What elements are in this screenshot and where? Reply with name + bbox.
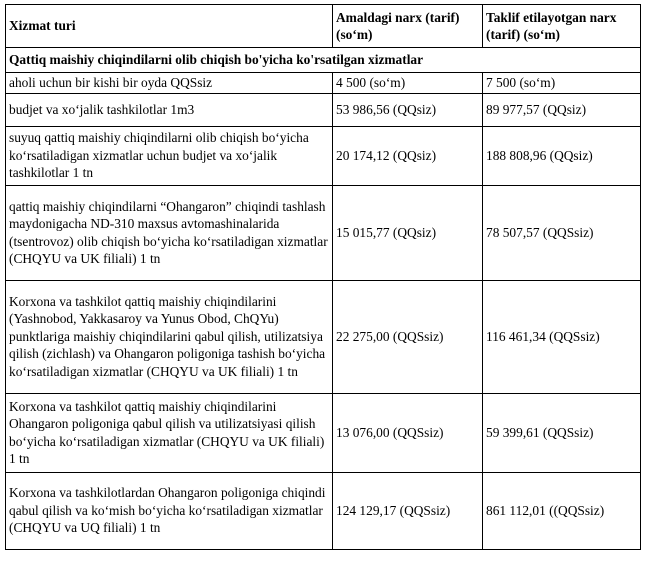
header-proposed-price: Taklif etilayotgan narx (tarif) (so‘m) [483, 5, 641, 48]
header-service-type: Xizmat turi [6, 5, 333, 48]
proposed-price-cell: 89 977,57 (QQsiz) [483, 93, 641, 126]
service-cell: qattiq maishiy chiqindilarni “Ohangaron” chiqindi tashlash maydonigacha ND-310 maxsus avtomashinalarida (tsentrovoz) olib chiqish bo‘yicha ko‘rsatiladigan xizmatlar (CHQYU va UK filiali) 1 tn [6, 185, 333, 280]
current-price-cell: 124 129,17 (QQSsiz) [333, 472, 483, 549]
service-cell: suyuq qattiq maishiy chiqindilarni olib chiqish bo‘yicha ko‘rsatiladigan xizmatlar uchun budjet va xo‘jalik tashkilotlar 1 tn [6, 126, 333, 185]
header-row [6, 5, 641, 48]
header-current-price: Amaldagi narx (tarif) (so‘m) [333, 5, 483, 48]
section-row [6, 48, 641, 73]
proposed-price-cell: 78 507,57 (QQSsiz) [483, 185, 641, 280]
current-price-cell: 13 076,00 (QQSsiz) [333, 393, 483, 472]
proposed-price-cell: 59 399,61 (QQSsiz) [483, 393, 641, 472]
proposed-price-cell: 188 808,96 (QQsiz) [483, 126, 641, 185]
proposed-price-cell: 861 112,01 ((QQSsiz) [483, 472, 641, 549]
table-row [6, 280, 641, 393]
tariff-table [5, 4, 641, 550]
section-title: Qattiq maishiy chiqindilarni olib chiqish bo'yicha ko'rsatilgan xizmatlar [6, 48, 641, 73]
table-row [6, 185, 641, 280]
service-cell: Korxona va tashkilot qattiq maishiy chiqindilarini Ohangaron poligoniga qabul qilish va utilizatsiyasi qilish bo‘yicha ko‘rsatiladigan xizmatlar (CHQYU va UK filiali) 1 tn [6, 393, 333, 472]
service-cell: Korxona va tashkilotlardan Ohangaron poligoniga chiqindi qabul qilish va ko‘mish bo‘yicha ko‘rsatiladigan xizmatlar (CHQYU va UQ filiali) 1 tn [6, 472, 333, 549]
table-row [6, 93, 641, 126]
service-cell: Korxona va tashkilot qattiq maishiy chiqindilarini (Yashnobod, Yakkasaroy va Yunus Obod, ChQYu) punktlariga maishiy chiqindilarini qabul qilish, utilizatsiya qilish (zichlash) va Ohangaron poligoniga tashish bo‘yicha ko‘rsatiladigan xizmatlar (CHQYU va UK filiali) 1 tn [6, 280, 333, 393]
current-price-cell: 20 174,12 (QQsiz) [333, 126, 483, 185]
service-cell: aholi uchun bir kishi bir oyda QQSsiz [6, 73, 333, 94]
table-row [6, 73, 641, 94]
proposed-price-cell: 116 461,34 (QQSsiz) [483, 280, 641, 393]
current-price-cell: 53 986,56 (QQsiz) [333, 93, 483, 126]
current-price-cell: 4 500 (so‘m) [333, 73, 483, 94]
service-cell: budjet va xo‘jalik tashkilotlar 1m3 [6, 93, 333, 126]
current-price-cell: 15 015,77 (QQsiz) [333, 185, 483, 280]
table-row [6, 472, 641, 549]
current-price-cell: 22 275,00 (QQSsiz) [333, 280, 483, 393]
table-row [6, 126, 641, 185]
proposed-price-cell: 7 500 (so‘m) [483, 73, 641, 94]
table-row [6, 393, 641, 472]
